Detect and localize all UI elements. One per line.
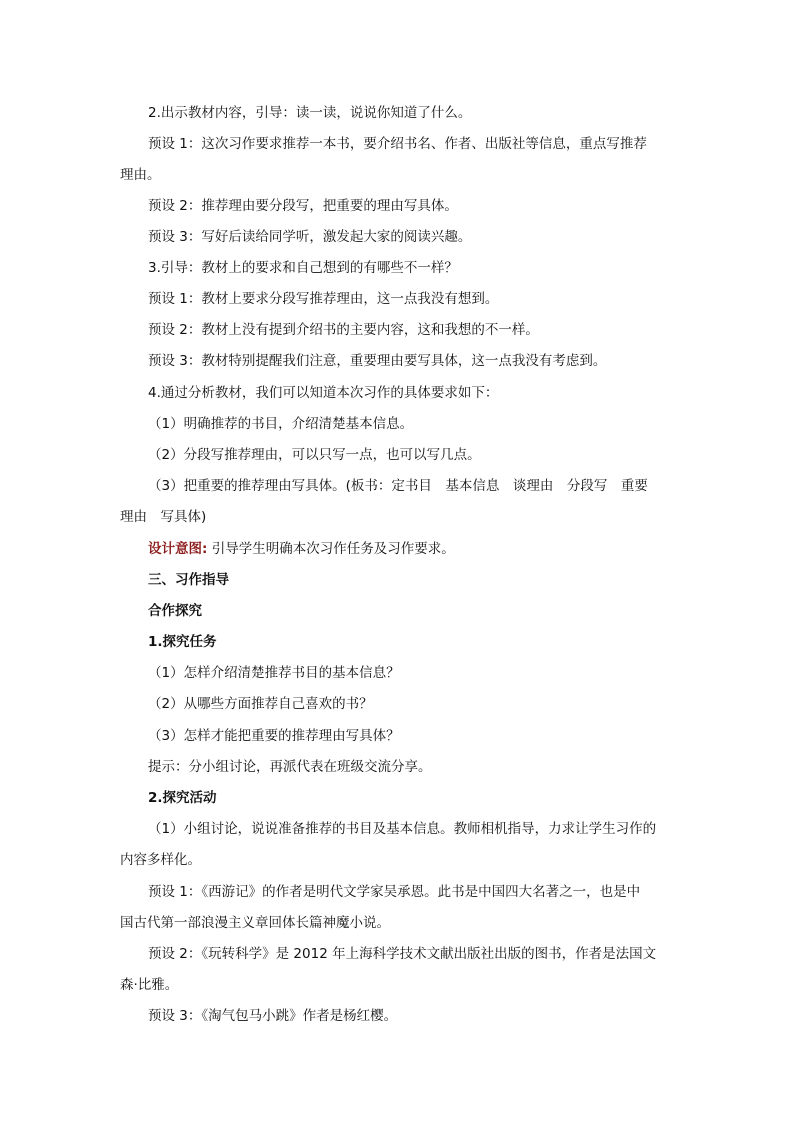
paragraph-line: 预设 1：教材上要求分段写推荐理由，这一点我没有想到。 <box>148 291 499 307</box>
paragraph-line: 国古代第一部浪漫主义章回体长篇神魔小说。 <box>120 915 390 931</box>
subsection-heading: 1.探究任务 <box>148 634 217 650</box>
list-item: （1）明确推荐的书目，介绍清楚基本信息。 <box>148 416 414 432</box>
hint-line: 提示：分小组讨论，再派代表在班级交流分享。 <box>148 759 432 775</box>
paragraph-line: 4.通过分析教材，我们可以知道本次习作的具体要求如下： <box>148 385 499 401</box>
paragraph-line: 预设 3：《淘气包马小跳》作者是杨红樱。 <box>148 1008 398 1024</box>
paragraph-line: 理由。 <box>120 167 161 183</box>
list-item: （3）把重要的推荐理由写具体。(板书：定书目 基本信息 谈理由 分段写 重要 <box>148 478 648 494</box>
list-item: （2）分段写推荐理由，可以只写一点，也可以写几点。 <box>148 447 481 463</box>
paragraph-line: 森·比雅。 <box>120 977 179 993</box>
subsection-heading: 合作探究 <box>148 603 202 619</box>
subsection-heading: 2.探究活动 <box>148 790 217 806</box>
paragraph-line: 2.出示教材内容，引导：读一读，说说你知道了什么。 <box>148 105 472 121</box>
paragraph-line: 预设 2：《玩转科学》是 2012 年上海科学技术文献出版社出版的图书，作者是法国文 <box>148 946 657 962</box>
paragraph-line: 理由 写具体) <box>120 509 207 525</box>
list-item: （1）怎样介绍清楚推荐书目的基本信息？ <box>148 665 400 681</box>
paragraph-line: 预设 3：教材特别提醒我们注意，重要理由要写具体，这一点我没有考虑到。 <box>148 353 607 369</box>
list-item: （2）从哪些方面推荐自己喜欢的书？ <box>148 696 373 712</box>
paragraph-line: 预设 1：《西游记》的作者是明代文学家吴承恩。此书是中国四大名著之一，也是中 <box>148 884 641 900</box>
paragraph-line: 预设 2：教材上没有提到介绍书的主要内容，这和我想的不一样。 <box>148 322 539 338</box>
paragraph-line: 3.引导：教材上的要求和自己想到的有哪些不一样？ <box>148 260 458 276</box>
design-intent-text: 引导学生明确本次习作任务及习作要求。 <box>211 541 455 557</box>
paragraph-line: 内容多样化。 <box>120 852 201 868</box>
paragraph-line: 预设 3：写好后读给同学听，激发起大家的阅读兴趣。 <box>148 229 472 245</box>
paragraph-line: 预设 2：推荐理由要分段写，把重要的理由写具体。 <box>148 198 458 214</box>
paragraph-line: 预设 1：这次习作要求推荐一本书，要介绍书名、作者、出版社等信息，重点写推荐 <box>148 136 647 152</box>
design-intent <box>148 540 455 558</box>
list-item: （3）怎样才能把重要的推荐理由写具体？ <box>148 728 400 744</box>
paragraph-line: （1）小组讨论，说说准备推荐的书目及基本信息。教师相机指导，力求让学生习作的 <box>148 821 657 837</box>
section-heading: 三、习作指导 <box>148 572 229 588</box>
design-intent-label: 设计意图: <box>148 541 208 557</box>
